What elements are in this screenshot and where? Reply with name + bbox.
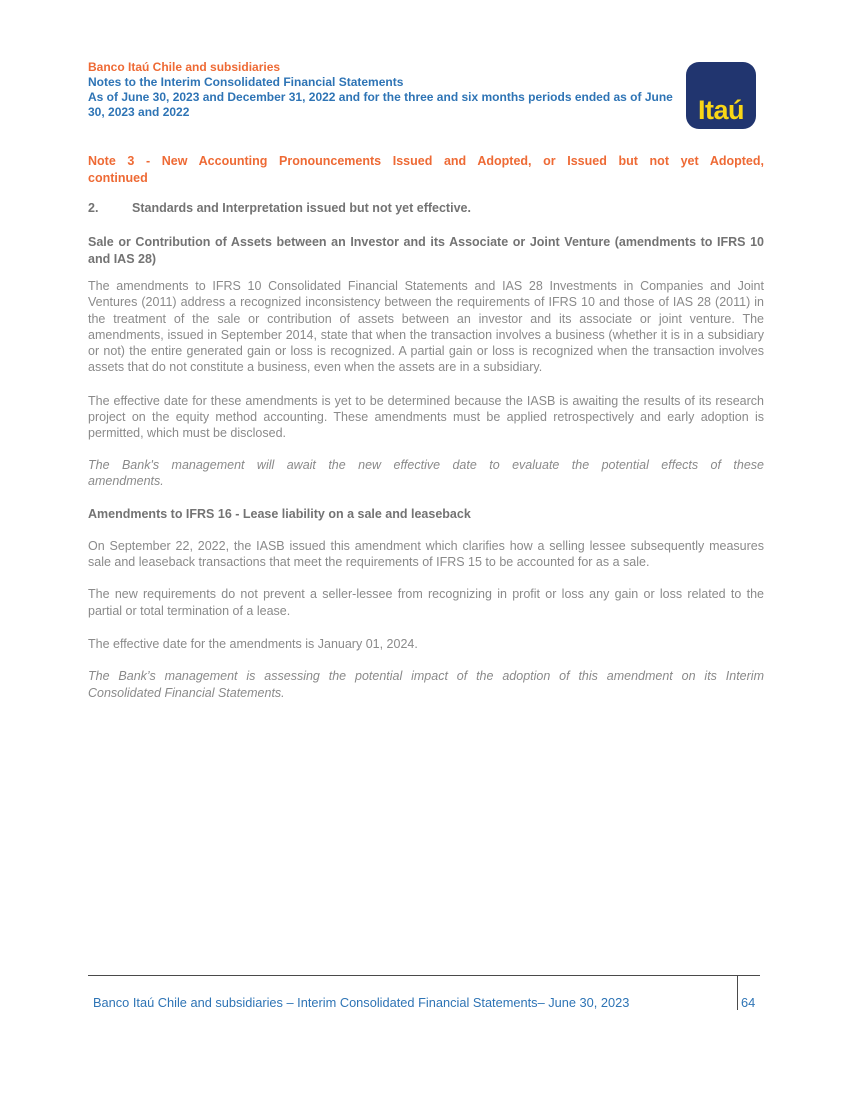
footer-page-number: 64 xyxy=(741,995,756,1010)
page-content xyxy=(88,60,764,701)
note-title xyxy=(88,153,764,187)
ifrs16-management-note xyxy=(88,668,764,701)
footer-horizontal-rule xyxy=(88,975,760,976)
footer-text: Banco Itaú Chile and subsidiaries – Interim Consolidated Financial Statements– June 30, 2023 xyxy=(93,995,630,1010)
ifrs10-paragraph-2: The effective date for these amendments is yet to be determined because the IASB is awaiting the results of its research project on the equity method accounting. These amendments must be applied retrospectively and early adoption is permitted, which must be disclosed. xyxy=(88,393,764,441)
section-2-number: 2. xyxy=(88,201,99,215)
section-2-heading xyxy=(88,201,764,216)
ifrs10-management-line1: The Bank's management will await the new effective date to evaluate the potential effects of these xyxy=(88,457,764,472)
ifrs10-management-note xyxy=(88,457,764,490)
itau-logo xyxy=(686,62,756,129)
ifrs10-subheading: Sale or Contribution of Assets between an Investor and its Associate or Joint Venture (amendments to IFRS 10 and IAS 28) xyxy=(88,235,764,266)
ifrs16-paragraph-1: On September 22, 2022, the IASB issued this amendment which clarifies how a selling lessee subsequently measures sale and leaseback transactions that meet the requirements of IFRS 15 to be accounted for as a sale. xyxy=(88,538,764,570)
itau-logo-text: Itaú xyxy=(697,95,744,125)
header-period-line: As of June 30, 2023 and December 31, 2022 and for the three and six months periods ended as of June 30, 2023 and 2022 xyxy=(88,90,673,119)
ifrs16-subheading: Amendments to IFRS 16 - Lease liability on a sale and leaseback xyxy=(88,507,471,522)
header-company-name: Banco Itaú Chile and subsidiaries xyxy=(88,60,281,74)
section-2-heading-text: Standards and Interpretation issued but not yet effective. xyxy=(132,201,471,215)
header-document-title: Notes to the Interim Consolidated Financial Statements xyxy=(88,75,404,89)
ifrs10-paragraph-1: The amendments to IFRS 10 Consolidated Financial Statements and IAS 28 Investments in Companies and Joint Ventures (2011) address a recognized inconsistency between the requirements of IFRS 10 and those of IAS 28 (2011) in the treatment of the sale or contribution of assets between an investor and its associate or joint venture. The amendments, issued in September 2014, state that when the transaction involves a business (whether it is in a subsidiary or not) the entire generated gain or loss is recognized. A partial gain or loss is recognized when the transaction involves assets that do not constitute a business, even when the assets are in a subsidiary. xyxy=(88,279,764,375)
ifrs10-management-line2: amendments. xyxy=(88,473,164,488)
footer-page-divider xyxy=(737,975,738,1010)
note-title-line2: continued xyxy=(88,171,148,185)
note-title-line1: Note 3 - New Accounting Pronouncements Issued and Adopted, or Issued but not yet Adopted, xyxy=(88,154,764,168)
ifrs16-management-line1: The Bank’s management is assessing the potential impact of the adoption of this amendment on its Interim xyxy=(88,669,764,684)
ifrs16-paragraph-2: The new requirements do not prevent a seller-lessee from recognizing in profit or loss any gain or loss related to the partial or total termination of a lease. xyxy=(88,587,764,618)
document-header xyxy=(88,60,764,125)
ifrs16-management-line2: Consolidated Financial Statements. xyxy=(88,685,285,700)
ifrs16-paragraph-3: The effective date for the amendments is January 01, 2024. xyxy=(88,636,418,651)
